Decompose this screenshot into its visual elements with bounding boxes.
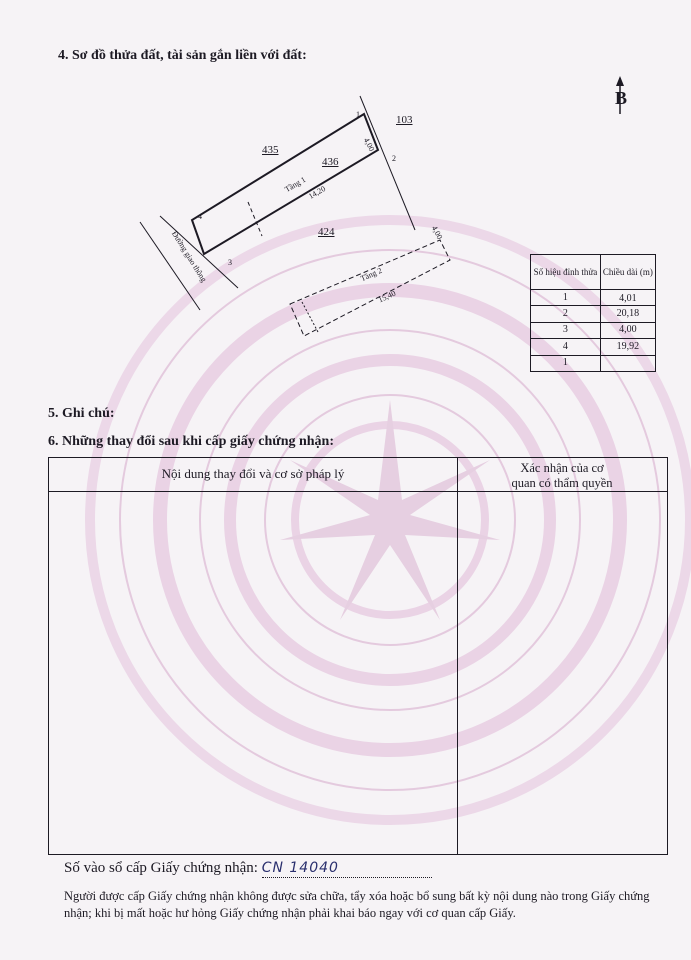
column-divider [457,458,458,854]
point-2-label: 2 [392,154,396,163]
dimension-top: 4,00 [361,136,377,153]
header-length: Chiều dài (m) [600,255,655,290]
registration-line [64,860,484,878]
footer-note: Người được cấp Giấy chứng nhận không được sửa chữa, tẩy xóa hoặc bổ sung bất kỳ nội dung nào trong Giấy chứng nhận; khi bị mất hoặc hư hỏng Giấy chứng nhận phải khai báo ngay với cơ quan cấp Giấy. [64,889,650,920]
point-1-label: 1 [356,110,360,119]
point-4-label: 4 [198,212,202,221]
point-number: 4 [531,339,601,355]
road-label: Đường giao thông [169,229,209,284]
point-3-label: 3 [228,258,232,267]
point-number: 2 [531,306,601,322]
point-number: 1 [531,355,601,371]
section-4-title: 4. Sơ đồ thửa đất, tài sản gắn liền với đất: [58,48,307,63]
length-value: 4,01 [600,290,655,306]
parcel-424-label: 424 [318,226,335,238]
header-point-number: Số hiệu đỉnh thửa [531,255,601,290]
floor-1-label: Tầng 1 [283,174,308,195]
changes-table [48,457,668,855]
point-number: 3 [531,322,601,338]
dimension-table [530,254,656,372]
north-symbol: B [615,88,628,108]
parcel-436-label: 436 [322,156,339,168]
registration-value: CN 14040 [261,860,339,876]
floor-2-label: Tầng 2 [359,265,384,284]
parcel-103-label: 103 [396,114,413,126]
section-5-title: 5. Ghi chú: [48,406,115,421]
authority-header-line-2: quan có thẩm quyền [511,476,613,490]
length-value: 4,00 [600,322,655,338]
empty-cell [600,355,655,371]
dimension-side: 14,20 [306,184,328,201]
registration-label: Số vào sổ cấp Giấy chứng nhận: [64,860,258,876]
length-value: 19,92 [600,339,655,355]
point-number: 1 [531,290,601,306]
authority-header-line-1: Xác nhận của cơ [520,461,604,475]
dimension-floor2-side: 15,40 [376,288,398,305]
changes-content-header: Nội dung thay đổi và cơ sở pháp lý [161,466,345,481]
authority-confirmation-header [457,461,667,491]
header-divider [49,491,667,492]
length-value: 20,18 [600,306,655,322]
parcel-435-label: 435 [262,144,279,156]
section-6-title: 6. Những thay đổi sau khi cấp giấy chứng nhận: [48,434,335,449]
dimension-floor2-end: 4,00 [429,224,445,241]
